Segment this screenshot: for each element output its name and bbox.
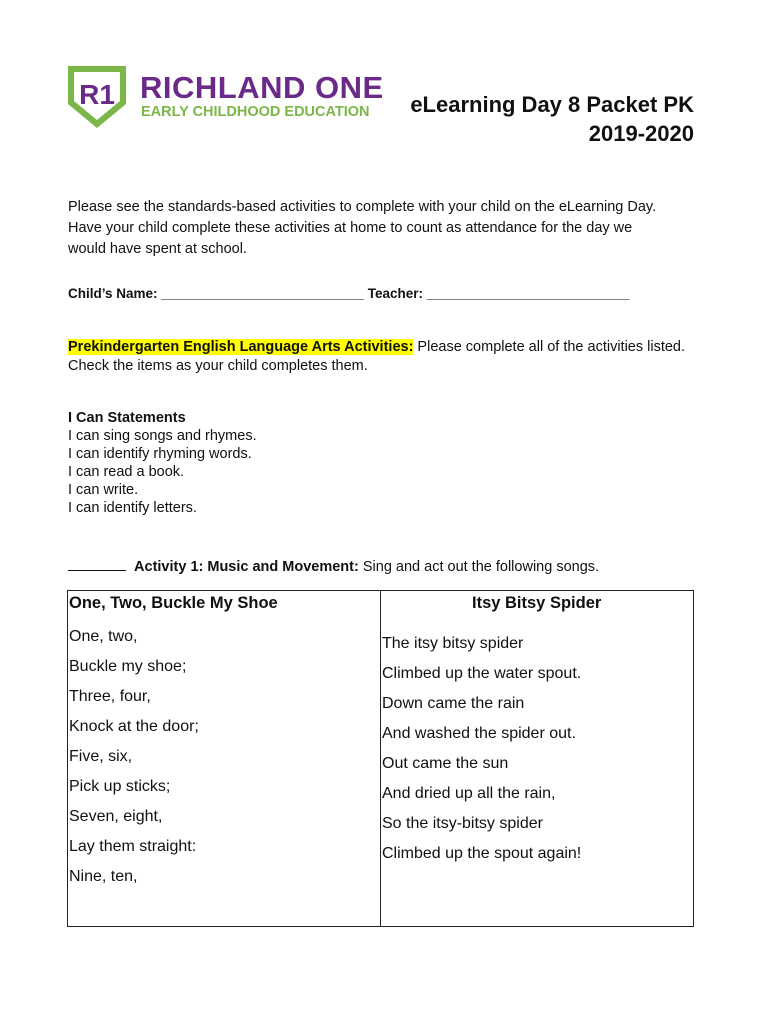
song-1-line: Knock at the door; <box>69 718 199 735</box>
ela-instructions: Please complete all of the activities listed. Check the items as your child completes them. <box>68 339 686 374</box>
i-can-statements <box>68 409 257 517</box>
i-can-item: I can read a book. <box>68 464 185 480</box>
song-2-line: Down came the rain <box>382 695 525 712</box>
ela-activities-section <box>68 338 708 376</box>
song-2-title: Itsy Bitsy Spider <box>472 594 602 612</box>
song-2-line: Out came the sun <box>382 755 509 772</box>
title-line-2: 2019-2020 <box>588 121 694 146</box>
table-column-divider <box>380 591 381 926</box>
intro-paragraph <box>68 197 708 260</box>
song-1-line: Five, six, <box>69 748 133 765</box>
i-can-item: I can identify rhyming words. <box>68 446 252 462</box>
title-line-1: eLearning Day 8 Packet PK <box>410 92 694 117</box>
logo-subtitle: EARLY CHILDHOOD EDUCATION <box>141 104 370 120</box>
song-2-line: And dried up all the rain, <box>382 785 556 802</box>
song-2-line: And washed the spider out. <box>382 725 576 742</box>
checkbox-blank-line[interactable] <box>68 556 126 571</box>
intro-line: Have your child complete these activities at home to count as attendance for the day we <box>68 220 633 236</box>
song-2-line: So the itsy-bitsy spider <box>382 815 543 832</box>
svg-text:R1: R1 <box>79 79 115 110</box>
song-1-line: Nine, ten, <box>69 868 138 885</box>
ela-heading: Prekindergarten English Language Arts Activities: <box>68 339 414 355</box>
song-1-line: Three, four, <box>69 688 151 705</box>
i-can-item: I can sing songs and rhymes. <box>68 428 257 444</box>
shield-logo-icon <box>66 64 128 130</box>
document-title <box>410 90 694 148</box>
song-1-line: Pick up sticks; <box>69 778 171 795</box>
i-can-item: I can write. <box>68 482 139 498</box>
richland-one-logo <box>66 64 386 132</box>
intro-line: would have spent at school. <box>68 241 247 257</box>
intro-line: Please see the standards-based activities to complete with your child on the eLearning Day. <box>68 199 657 215</box>
song-2-line: The itsy bitsy spider <box>382 635 524 652</box>
song-1-title: One, Two, Buckle My Shoe <box>69 594 278 612</box>
song-1-line: One, two, <box>69 628 138 645</box>
logo-name: RICHLAND ONE <box>140 70 384 105</box>
songs-table <box>67 590 694 927</box>
i-can-heading: I Can Statements <box>68 410 186 426</box>
i-can-item: I can identify letters. <box>68 500 197 516</box>
activity-1-title: Activity 1: Music and Movement: <box>134 559 359 575</box>
song-1-line: Seven, eight, <box>69 808 163 825</box>
child-teacher-name-line: Child’s Name: ___________________________ Teacher: ___________________________ <box>68 286 630 301</box>
activity-1-heading <box>68 556 599 575</box>
song-2-line: Climbed up the spout again! <box>382 845 582 862</box>
song-1-line: Lay them straight: <box>69 838 197 855</box>
activity-1-instructions: Sing and act out the following songs. <box>358 559 600 575</box>
song-1-line: Buckle my shoe; <box>69 658 187 675</box>
song-2-line: Climbed up the water spout. <box>382 665 582 682</box>
